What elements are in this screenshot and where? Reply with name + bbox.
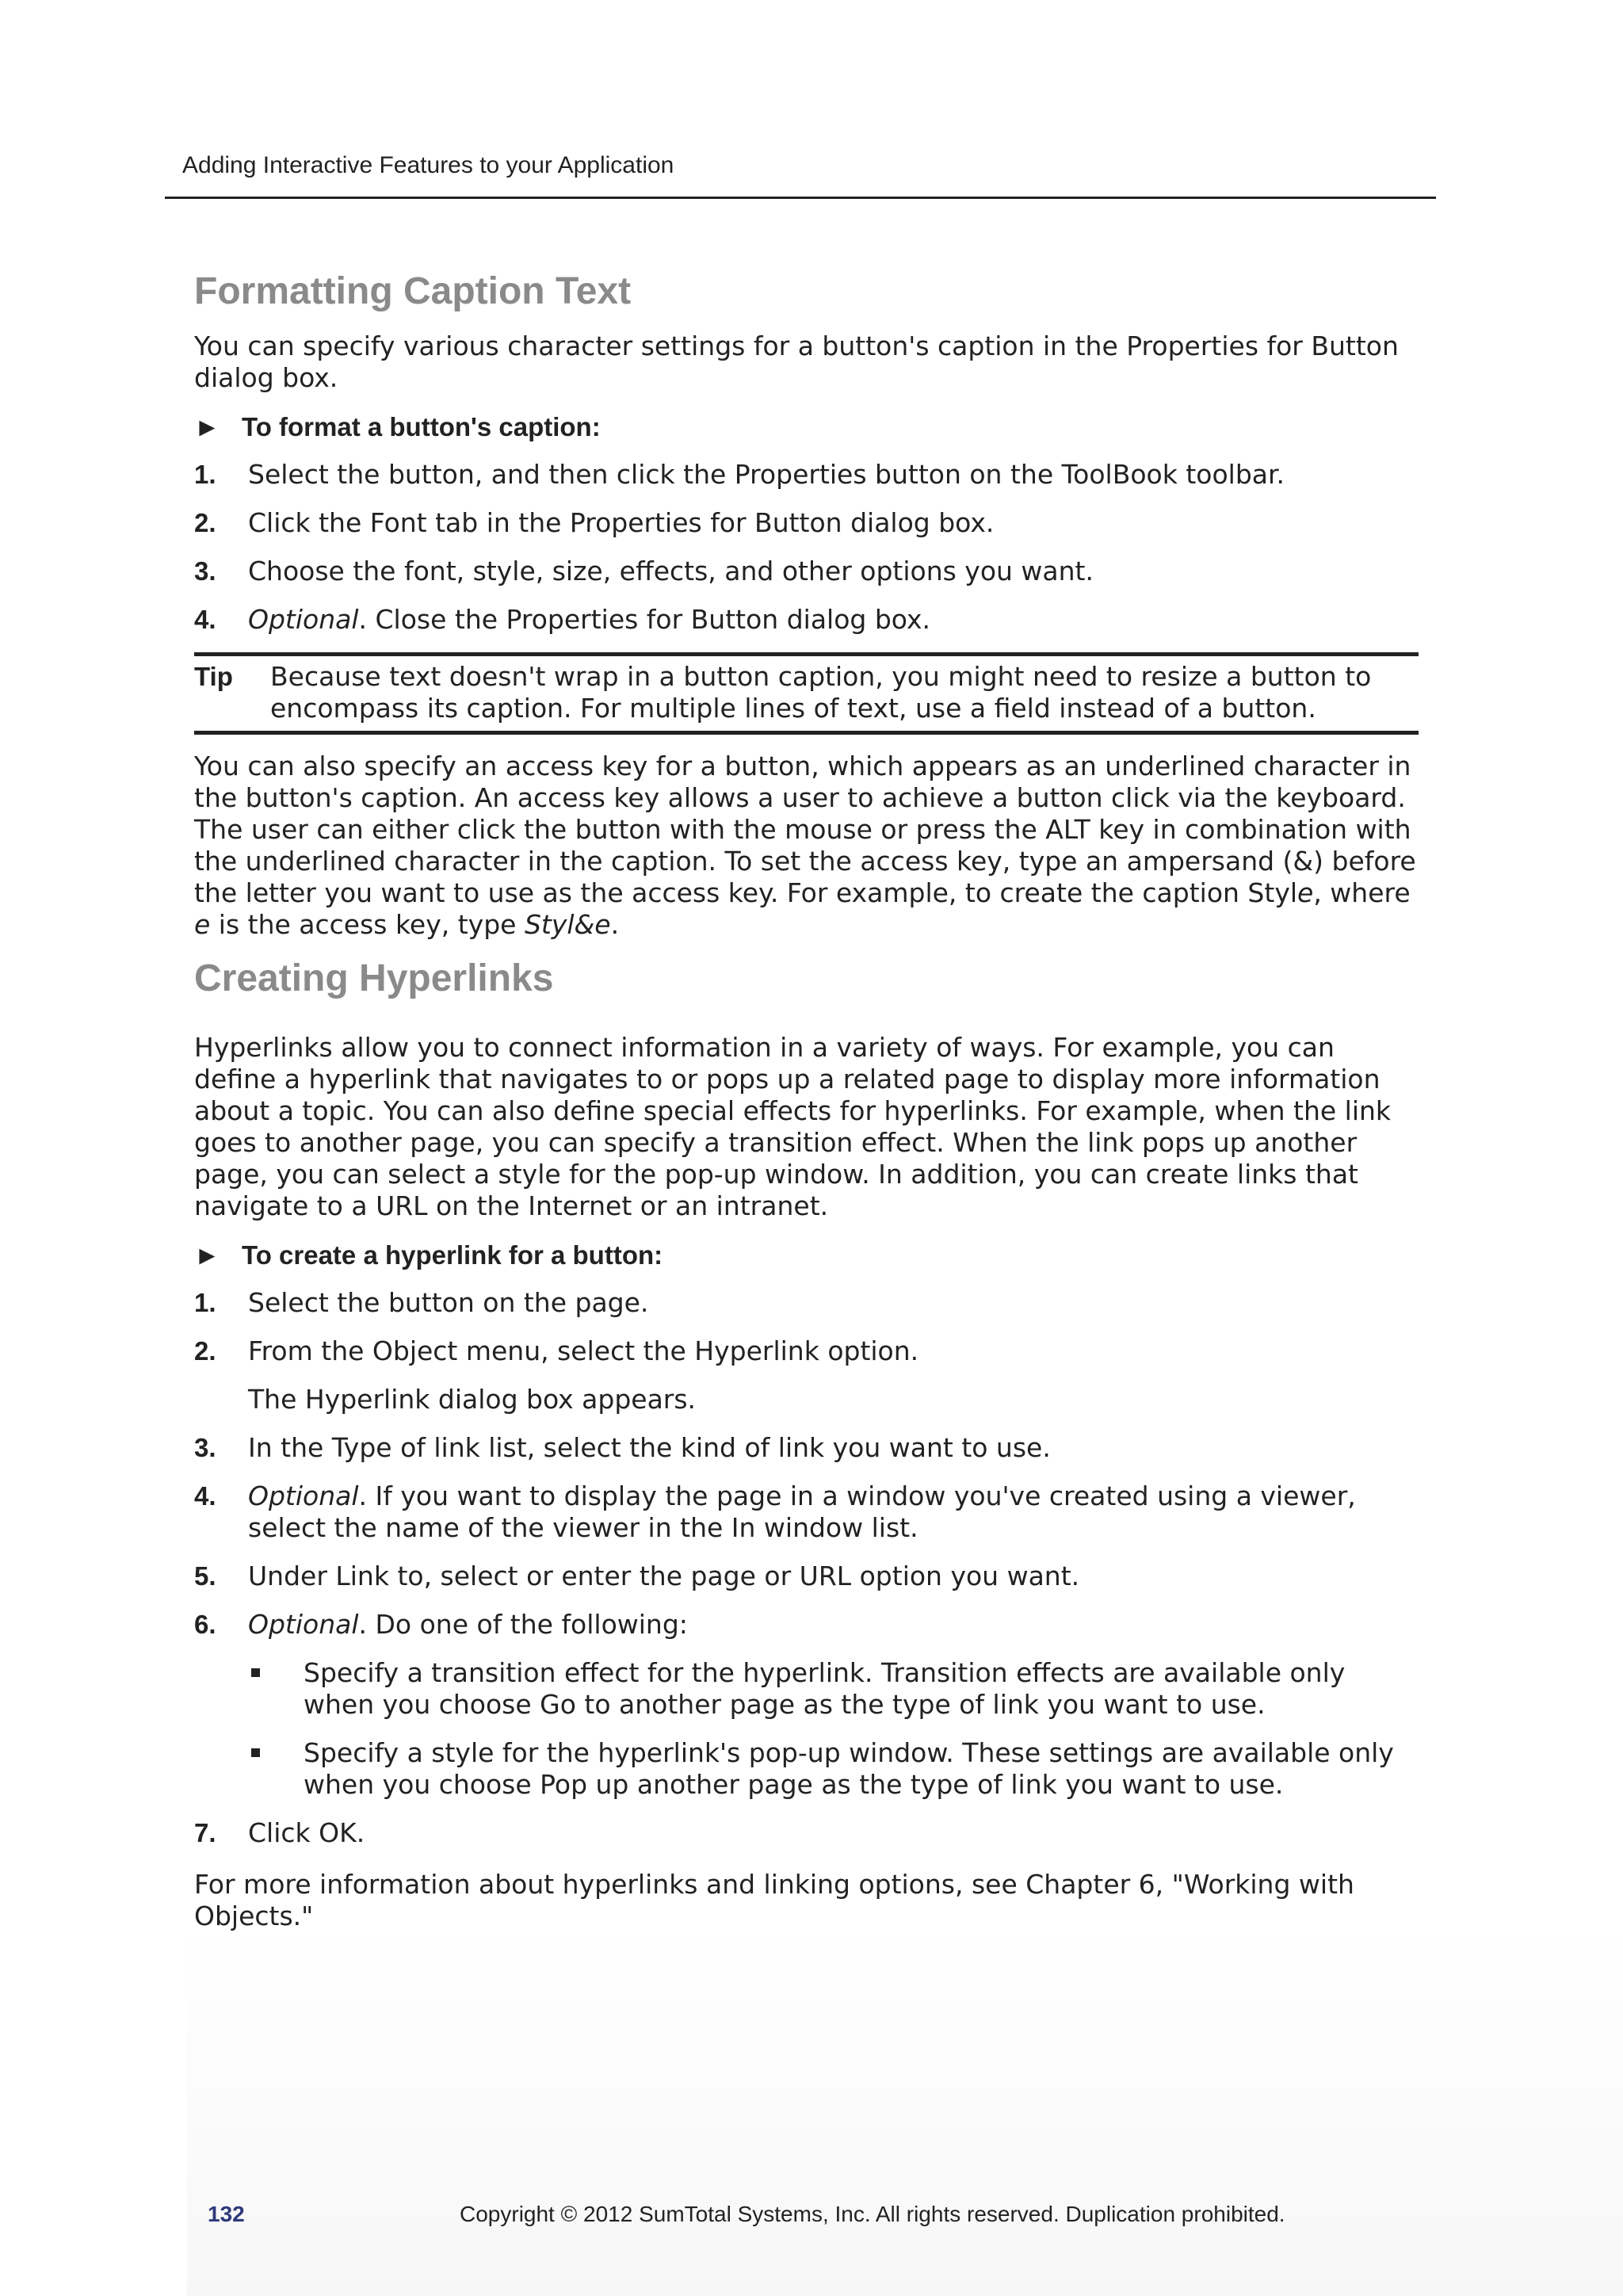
step-number: 5. <box>194 1561 216 1591</box>
step-text: In the Type of link list, select the kind of link you want to use. <box>248 1432 1051 1464</box>
step-text: Under Link to, select or enter the page or URL option you want. <box>248 1561 1080 1592</box>
procedure-arrow-icon: ► <box>194 1240 220 1270</box>
step-text: . Do one of the following: <box>358 1609 688 1641</box>
bullet-text: Specify a transition effect for the hyperlink. Transition effects are available only when you choose Go to another page as the type of link you want to use. <box>304 1657 1346 1721</box>
step-number: 1. <box>194 460 216 490</box>
step-note: The Hyperlink dialog box appears. <box>248 1384 697 1415</box>
list-item <box>194 1817 1419 1849</box>
step-number: 2. <box>194 508 216 538</box>
list-item <box>248 1657 1419 1721</box>
access-key-text: You can also specify an access key for a button, which appears as an underlined character in the button's caption. An access key allows a user to achieve a button click via the keyboard. The user can either click the button with the mouse or press the ALT key in combination with the underlined character in the caption. To set the access key, type an ampersand (&) before the letter you want to use as the access key. For example, to create the caption Styl <box>194 751 1416 909</box>
section-intro: Hyperlinks allow you to connect information in a variety of ways. For example, you can define a hyperlink that navigates to or pops up a related page to display more information about a topic. You can also define special effects for hyperlinks. For example, when the link goes to another page, you can specify a transition effect. When the link pops up another page, you can select a style for the pop-up window. In addition, you can create links that navigate to a URL on the Internet or an intranet. <box>194 1032 1392 1222</box>
list-item <box>194 1609 1419 1801</box>
access-key-text: , where <box>1313 877 1411 909</box>
tip-text: Because text doesn't wrap in a button caption, you might need to resize a button to encompass its caption. For multiple lines of text, use a field instead of a button. <box>270 661 1372 724</box>
procedure-heading <box>194 411 1419 443</box>
step-text: . If you want to display the page in a window you've created using a viewer, select the name of the viewer in the In window list. <box>248 1480 1356 1544</box>
list-item <box>248 1737 1419 1801</box>
list-item <box>194 459 1419 491</box>
step-text: Select the button on the page. <box>248 1287 649 1319</box>
section-intro: You can specify various character settings for a button's caption in the Properties for Button dialog box. <box>194 330 1399 394</box>
step-number: 6. <box>194 1610 216 1640</box>
step-number: 2. <box>194 1336 216 1366</box>
procedure-heading <box>194 1240 1419 1271</box>
step-number: 3. <box>194 1433 216 1463</box>
list-item <box>194 1561 1419 1592</box>
procedure-arrow-icon: ► <box>194 412 220 442</box>
step-number: 7. <box>194 1818 216 1848</box>
bullet-text: Specify a style for the hyperlink's pop-up window. These settings are available only when you choose Pop up another page as the type of link you want to use. <box>304 1737 1394 1801</box>
list-item <box>194 1287 1419 1319</box>
list-item <box>194 1335 1419 1415</box>
step-optional-label: Optional <box>248 1480 359 1512</box>
list-item <box>194 556 1419 587</box>
access-key-letter: e <box>1297 877 1314 909</box>
step-optional-label: Optional <box>248 604 359 636</box>
step-number: 1. <box>194 1288 216 1318</box>
step-text: From the Object menu, select the Hyperlink option. <box>248 1335 919 1367</box>
step-number: 4. <box>194 605 216 635</box>
tip-label: Tip <box>194 662 233 692</box>
section-title-formatting-caption: Formatting Caption Text <box>194 270 632 312</box>
caption-steps-list <box>194 459 1419 636</box>
tip-box <box>194 652 1419 735</box>
section-title-creating-hyperlinks: Creating Hyperlinks <box>194 957 554 1000</box>
access-key-letter: e <box>194 909 211 941</box>
step-text: Select the button, and then click the Properties button on the ToolBook toolbar. <box>248 459 1285 491</box>
list-item <box>194 1480 1419 1544</box>
closing-paragraph: For more information about hyperlinks and linking options, see Chapter 6, "Working with Objects." <box>194 1869 1354 1932</box>
access-key-example: Styl&e <box>524 909 611 941</box>
running-header: Adding Interactive Features to your Application <box>182 152 674 178</box>
bullet-square-icon <box>251 1748 260 1757</box>
page-shading <box>187 1926 1623 2296</box>
page-number: 132 <box>208 2202 245 2226</box>
header-rule <box>165 197 1436 199</box>
hyperlink-steps-list <box>194 1287 1419 1849</box>
procedure-title: To create a hyperlink for a button: <box>242 1240 663 1270</box>
list-item <box>194 604 1419 636</box>
list-item <box>194 1432 1419 1464</box>
page-content <box>194 269 1419 1932</box>
step-number: 3. <box>194 556 216 586</box>
procedure-title: To format a button's caption: <box>242 412 601 442</box>
step-number: 4. <box>194 1481 216 1511</box>
step-text: Click OK. <box>248 1817 365 1849</box>
access-key-text: . <box>610 909 620 941</box>
copyright-notice: Copyright © 2012 SumTotal Systems, Inc. All rights reserved. Duplication prohibited. <box>460 2202 1285 2226</box>
step-text: . Close the Properties for Button dialog box. <box>358 604 930 636</box>
step-text: Choose the font, style, size, effects, and other options you want. <box>248 556 1094 587</box>
list-item <box>194 507 1419 539</box>
access-key-paragraph <box>194 751 1419 941</box>
step-optional-label: Optional <box>248 1609 359 1641</box>
options-bullet-list <box>248 1657 1419 1801</box>
bullet-square-icon <box>251 1668 260 1677</box>
access-key-text: is the access key, type <box>210 909 525 941</box>
step-text: Click the Font tab in the Properties for Button dialog box. <box>248 507 995 539</box>
